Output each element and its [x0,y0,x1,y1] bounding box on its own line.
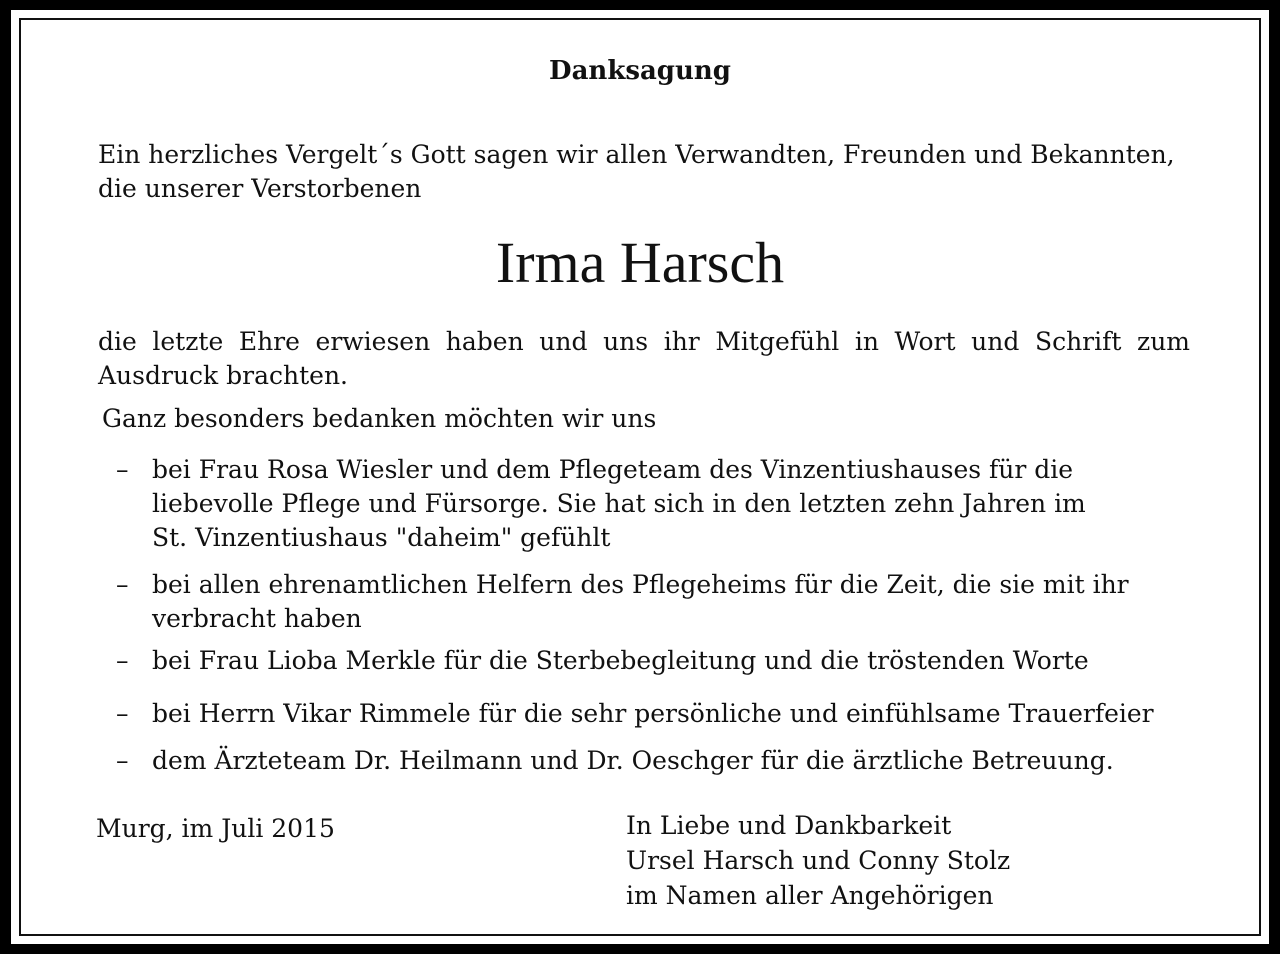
dash-bullet: – [116,699,129,728]
thanks-item-line: bei Frau Lioba Merkle für die Sterbebegleitung und die tröstenden Worte [152,646,1089,675]
thanks-item-line: liebevolle Pflege und Fürsorge. Sie hat sich in den letzten zehn Jahren im [152,489,1086,518]
intro-line-1: Ein herzliches Vergelt´s Gott sagen wir allen Verwandten, Freunden und Bekannten, [98,140,1175,169]
thanks-item-line: bei allen ehrenamtlichen Helfern des Pflegeheims für die Zeit, die sie mit ihr [152,570,1129,599]
thanks-item-text [152,697,1154,731]
honor-paragraph [98,325,1190,393]
special-thanks-heading: Ganz besonders bedanken möchten wir uns [102,404,657,433]
thanks-item-text [152,744,1114,778]
dash-bullet: – [116,746,129,775]
deceased-name: Irma Harsch [495,230,785,295]
honor-line-1: die letzte Ehre erwiesen haben und uns ihr Mitgefühl in Wort und Schrift zum [98,327,1190,356]
thanks-item-text [152,568,1129,636]
signature-line-2: Ursel Harsch und Conny Stolz [626,846,1011,875]
signature-line-1: In Liebe und Dankbarkeit [626,811,952,840]
thanks-item-line: dem Ärzteteam Dr. Heilmann und Dr. Oeschger für die ärztliche Betreuung. [152,746,1114,775]
thanks-item-text [152,453,1086,555]
thanks-item-line: St. Vinzentiushaus "daheim" gefühlt [152,523,611,552]
dash-bullet: – [116,570,129,599]
place-date: Murg, im Juli 2015 [96,814,335,843]
dash-bullet: – [116,455,129,484]
thanks-item-line: verbracht haben [152,604,362,633]
thanks-item-text [152,644,1089,678]
notice-title: Danksagung [549,56,731,86]
thanks-item-line: bei Herrn Vikar Rimmele für die sehr persönliche und einfühlsame Trauerfeier [152,699,1154,728]
intro-paragraph [98,138,1190,206]
intro-line-2: die unserer Verstorbenen [98,174,422,203]
signature-line-3: im Namen aller Angehörigen [626,881,994,910]
thanks-item-line: bei Frau Rosa Wiesler und dem Pflegeteam des Vinzentiushauses für die [152,455,1074,484]
signature-block [626,808,1010,913]
dash-bullet: – [116,646,129,675]
honor-line-2: Ausdruck brachten. [98,361,348,390]
